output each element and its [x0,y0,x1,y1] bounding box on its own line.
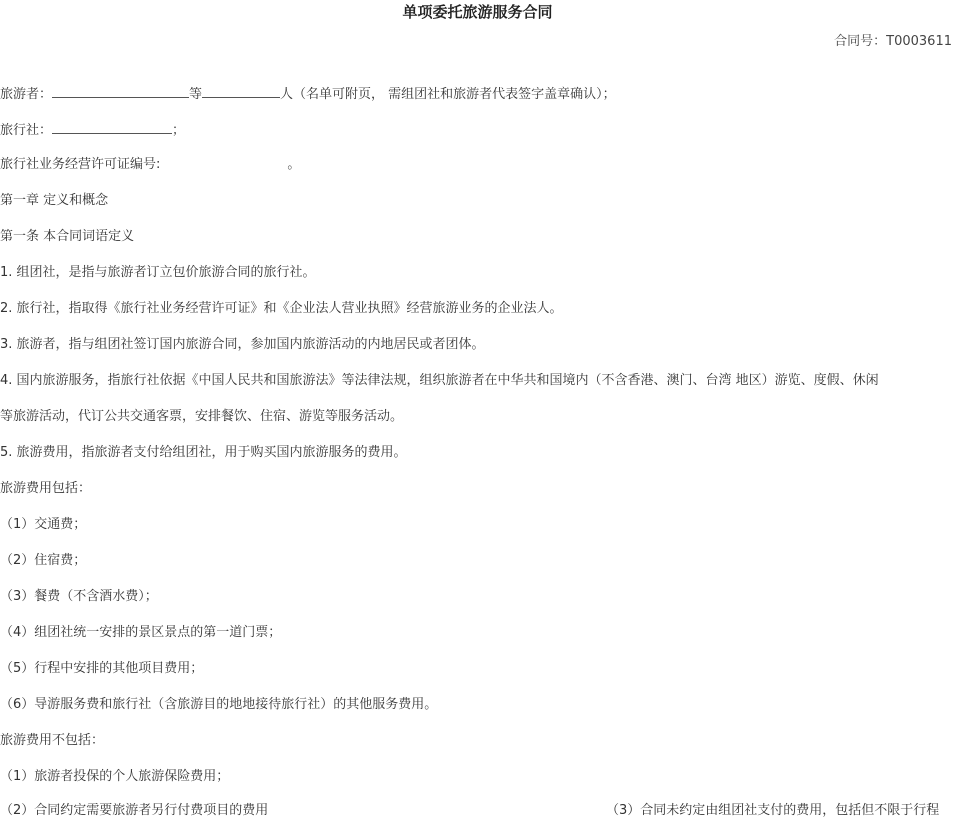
definition-item: 5. 旅游费用，指旅游者支付给组团社，用于购买国内旅游服务的费用。 [0,445,407,460]
agency-suffix: ； [172,123,186,138]
excluded-item-cut-right: （3）合同未约定由组团社支付的费用，包括但不限于行程 [606,803,940,818]
agency-line [0,120,185,138]
definition-item: 1. 组团社，是指与旅游者订立包价旅游合同的旅行社。 [0,265,316,280]
excluded-heading: 旅游费用不包括： [0,733,105,748]
traveler-line [0,84,616,102]
definition-item: 3. 旅游者，指与组团社签订国内旅游合同，参加国内旅游活动的内地居民或者团体。 [0,337,485,352]
contract-number: 合同号：T0003611 [834,34,952,49]
included-item: （1）交通费； [0,517,87,532]
traveler-name-blank[interactable] [52,84,189,98]
excluded-item-cut-left: （2）合同约定需要旅游者另行付费项目的费用 [0,803,269,818]
definition-item: 2. 旅行社，指取得《旅行社业务经营许可证》和《企业法人营业执照》经营旅游业务的企业法人。 [0,301,563,316]
traveler-mid-text: 等 [189,87,203,102]
agency-name-blank[interactable] [52,120,172,134]
license-suffix: 。 [287,157,301,172]
traveler-suffix: 人（名单可附页， 需组团社和旅游者代表签字盖章确认）； [280,87,616,102]
excluded-item: （1）旅游者投保的个人旅游保险费用； [0,769,230,784]
included-item: （5）行程中安排的其他项目费用； [0,661,204,676]
included-item: （6）导游服务费和旅行社（含旅游目的地地接待旅行社）的其他服务费用。 [0,697,438,712]
traveler-count-blank[interactable] [202,84,280,98]
definition-item-continued: 等旅游活动，代订公共交通客票，安排餐饮、住宿、游览等服务活动。 [0,409,404,424]
agency-label: 旅行社： [0,123,53,138]
license-label: 旅行社业务经营许可证编号: [0,157,161,172]
chapter-heading: 第一章 定义和概念 [0,193,109,208]
included-heading: 旅游费用包括： [0,481,92,496]
cut-off-line [0,798,963,818]
article-heading: 第一条 本合同词语定义 [0,229,135,244]
document-title: 单项委托旅游服务合同 [402,3,553,21]
traveler-label: 旅游者： [0,87,53,102]
license-line [0,156,300,174]
included-item: （3）餐费（不含酒水费）； [0,589,158,604]
definition-item: 4. 国内旅游服务，指旅行社依据《中国人民共和国旅游法》等法律法规，组织旅游者在中华共和国境内（不含香港、澳门、台湾 地区）游览、度假、休闲 [0,373,879,388]
included-item: （2）住宿费； [0,553,87,568]
included-item: （4）组团社统一安排的景区景点的第一道门票； [0,625,282,640]
